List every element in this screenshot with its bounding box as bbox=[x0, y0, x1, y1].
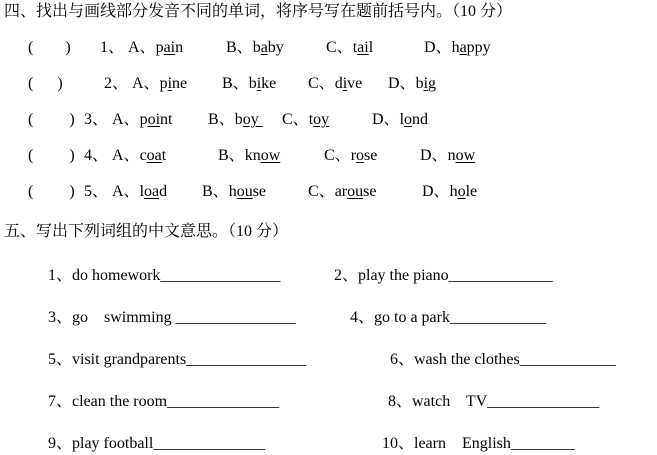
option-c bbox=[308, 74, 362, 94]
option-a bbox=[112, 146, 166, 166]
word-part: ve bbox=[347, 75, 363, 92]
word-part: g bbox=[428, 75, 437, 92]
answer-bracket: ( ) bbox=[28, 75, 63, 92]
option-label: D、 bbox=[420, 147, 448, 164]
word-part: nt bbox=[160, 111, 173, 128]
option-c bbox=[308, 182, 376, 202]
option-label: A、 bbox=[112, 183, 140, 200]
option-b bbox=[222, 74, 276, 94]
option-b bbox=[202, 182, 266, 202]
question-number: 5、 bbox=[84, 183, 109, 200]
option-b bbox=[208, 110, 263, 130]
phrase-item: 10、learn English________ bbox=[382, 435, 575, 452]
option-label: D、 bbox=[388, 75, 416, 92]
word-part: ne bbox=[172, 75, 188, 92]
question-number: 4、 bbox=[84, 147, 109, 164]
option-a bbox=[132, 74, 187, 94]
option-c bbox=[326, 38, 373, 58]
option-label: A、 bbox=[132, 75, 160, 92]
underlined-letters: ai bbox=[163, 39, 176, 56]
underlined-letters: oy bbox=[313, 111, 330, 128]
section4-heading: 四、找出与画线部分发音不同的单词，将序号写在题前括号内。（10 分） bbox=[4, 3, 513, 20]
phrase-item: 5、visit grandparents_______________ bbox=[48, 351, 307, 368]
word-part: p bbox=[155, 39, 164, 56]
word-part: l bbox=[399, 111, 405, 128]
question-number: 2、 bbox=[104, 75, 129, 92]
option-label: C、 bbox=[308, 75, 335, 92]
option-c bbox=[282, 110, 329, 130]
phrase-item: 9、play football______________ bbox=[48, 435, 266, 452]
word-part: d bbox=[159, 183, 168, 200]
option-label: C、 bbox=[326, 39, 353, 56]
underlined-letters: a bbox=[459, 39, 467, 56]
underlined-letters: i bbox=[256, 75, 262, 92]
underlined-letters: ow bbox=[455, 147, 476, 164]
option-d bbox=[388, 74, 436, 94]
phrase-item: 6、wash the clothes____________ bbox=[390, 351, 616, 368]
underlined-letters: oy bbox=[242, 111, 263, 128]
word-part: h bbox=[451, 39, 460, 56]
word-part: n bbox=[447, 147, 456, 164]
option-b bbox=[226, 38, 284, 58]
option-c bbox=[324, 146, 377, 166]
option-label: C、 bbox=[282, 111, 309, 128]
underlined-letters: i bbox=[342, 75, 348, 92]
word-part: l bbox=[139, 183, 145, 200]
underlined-letters: ou bbox=[347, 183, 364, 200]
option-a bbox=[112, 110, 172, 130]
option-label: D、 bbox=[422, 183, 450, 200]
underlined-letters: o bbox=[404, 111, 413, 128]
word-part: h bbox=[449, 183, 458, 200]
word-part: b bbox=[248, 75, 257, 92]
question-number: 1、 bbox=[100, 39, 125, 56]
word-part: l bbox=[368, 39, 374, 56]
phrase-item: 2、play the piano_____________ bbox=[334, 267, 553, 284]
answer-bracket: ( ) bbox=[28, 147, 75, 164]
underlined-letters: o bbox=[457, 183, 466, 200]
word-part: d bbox=[334, 75, 343, 92]
word-part: b bbox=[415, 75, 424, 92]
option-d bbox=[424, 38, 491, 58]
option-d bbox=[420, 146, 475, 166]
word-part: se bbox=[364, 147, 378, 164]
word-part: se bbox=[363, 183, 377, 200]
answer-bracket: ( ) bbox=[28, 39, 71, 56]
option-label: C、 bbox=[324, 147, 351, 164]
option-label: A、 bbox=[128, 39, 156, 56]
phrase-item: 4、go to a park____________ bbox=[350, 309, 546, 326]
underlined-letters: oa bbox=[146, 147, 162, 164]
word-part: ppy bbox=[466, 39, 491, 56]
underlined-letters: oi bbox=[147, 111, 161, 128]
option-d bbox=[372, 110, 428, 130]
option-a bbox=[112, 182, 167, 202]
underlined-letters: ai bbox=[357, 39, 369, 56]
question-number: 3、 bbox=[84, 111, 109, 128]
phrase-item: 3、go swimming _______________ bbox=[48, 309, 296, 326]
underlined-letters: i bbox=[423, 75, 429, 92]
option-label: A、 bbox=[112, 147, 140, 164]
word-part: le bbox=[465, 183, 478, 200]
option-d bbox=[422, 182, 477, 202]
underlined-letters: oa bbox=[144, 183, 160, 200]
word-part: h bbox=[228, 183, 237, 200]
option-label: B、 bbox=[222, 75, 249, 92]
word-part: kn bbox=[244, 147, 261, 164]
word-part: b bbox=[234, 111, 243, 128]
underlined-letters: i bbox=[167, 75, 173, 92]
underlined-letters: a bbox=[260, 39, 268, 56]
phrase-item: 8、watch TV______________ bbox=[388, 393, 600, 410]
answer-bracket: ( ) bbox=[28, 111, 75, 128]
option-b bbox=[218, 146, 280, 166]
word-part: ar bbox=[334, 183, 348, 200]
word-part: t bbox=[308, 111, 314, 128]
option-label: A、 bbox=[112, 111, 140, 128]
word-part: se bbox=[252, 183, 267, 200]
option-label: B、 bbox=[202, 183, 229, 200]
underlined-letters: ow bbox=[260, 147, 281, 164]
phrase-item: 1、do homework_______________ bbox=[48, 267, 281, 284]
underlined-letters: ou bbox=[236, 183, 253, 200]
word-part: b bbox=[252, 39, 261, 56]
word-part: p bbox=[139, 111, 148, 128]
word-part: p bbox=[159, 75, 168, 92]
word-part: nd bbox=[412, 111, 429, 128]
option-label: B、 bbox=[208, 111, 235, 128]
word-part: n bbox=[175, 39, 184, 56]
option-label: B、 bbox=[226, 39, 253, 56]
option-a bbox=[128, 38, 183, 58]
word-part: ke bbox=[261, 75, 277, 92]
phrase-item: 7、clean the room______________ bbox=[48, 393, 280, 410]
option-label: D、 bbox=[372, 111, 400, 128]
option-label: D、 bbox=[424, 39, 452, 56]
underlined-letters: o bbox=[356, 147, 365, 164]
option-label: B、 bbox=[218, 147, 245, 164]
section5-heading: 五、写出下列词组的中文意思。（10 分） bbox=[4, 223, 289, 240]
word-part: by bbox=[267, 39, 284, 56]
answer-bracket: ( ) bbox=[28, 183, 75, 200]
word-part: r bbox=[350, 147, 357, 164]
option-label: C、 bbox=[308, 183, 335, 200]
word-part: c bbox=[139, 147, 147, 164]
word-part: t bbox=[352, 39, 358, 56]
word-part: t bbox=[161, 147, 167, 164]
